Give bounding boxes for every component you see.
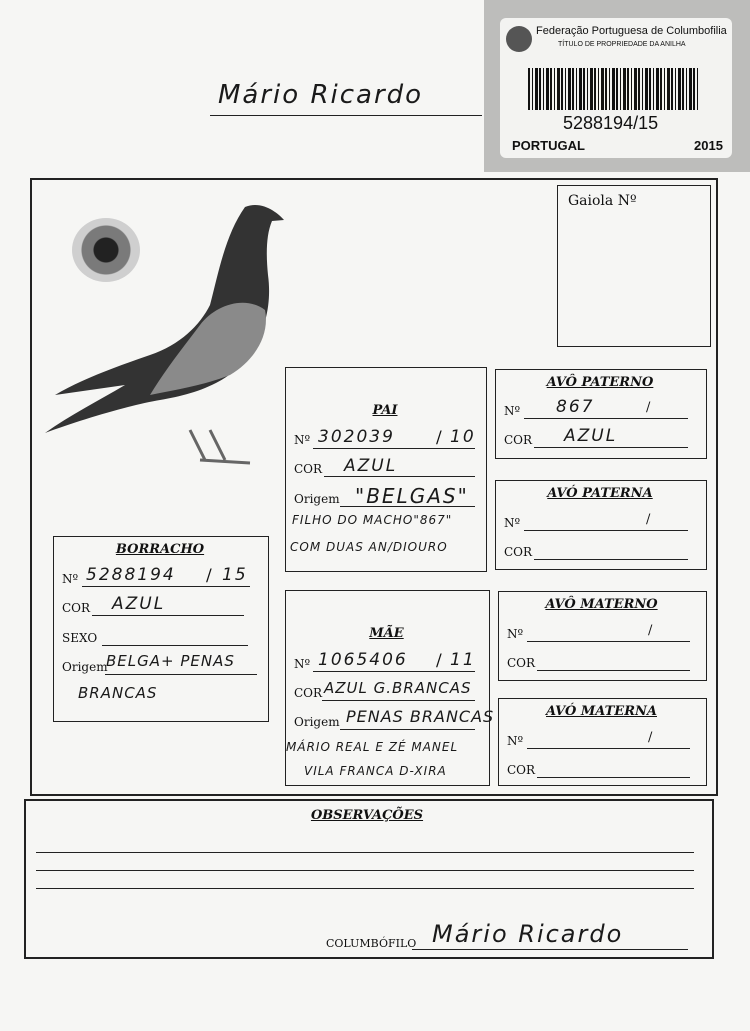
- borracho-cor-label: COR: [62, 601, 91, 615]
- mae-title: MÃE: [369, 626, 404, 641]
- mae-note-2: VILA FRANCA D-XIRA: [304, 764, 447, 778]
- borracho-number: 5288194: [86, 565, 176, 585]
- observacoes-line-1: [36, 852, 694, 853]
- avo-materna-n-label: Nº: [507, 734, 524, 748]
- avo-paterna-n-line: [524, 530, 688, 531]
- columbofilo-signature: Mário Ricardo: [432, 920, 624, 948]
- borracho-sexo-line: [102, 645, 248, 646]
- avo-paterno-n-line: [524, 418, 688, 419]
- mae-n-line: [313, 671, 475, 672]
- avo-paterno-number: 867: [556, 397, 595, 417]
- avo-paterno-title: AVÔ PATERNO: [546, 375, 654, 390]
- mae-cor-label: COR: [294, 686, 323, 700]
- avo-materno-cor-line: [537, 670, 690, 671]
- avo-materna-cor-line: [537, 777, 690, 778]
- observacoes-title: OBSERVAÇÕES: [310, 808, 424, 823]
- mae-origem-line: [340, 729, 475, 730]
- pai-n-line: [313, 448, 475, 449]
- borracho-origem-1: BELGA+ PENAS: [106, 652, 235, 670]
- avo-paterna-n-label: Nº: [504, 516, 521, 530]
- borracho-n-line: [82, 586, 250, 587]
- pai-origem-label: Origem: [294, 492, 340, 506]
- pai-origem: "BELGAS": [355, 484, 469, 508]
- federation-logo-icon: [506, 26, 532, 52]
- mae-cor: AZUL G.BRANCAS: [324, 679, 472, 697]
- ring-year: 2015: [694, 138, 723, 153]
- borracho-title: BORRACHO: [115, 542, 205, 557]
- borracho-year: 15: [222, 565, 248, 585]
- pai-cor-label: COR: [294, 462, 323, 476]
- federation-name: Federação Portuguesa de Columbofilia: [536, 25, 727, 37]
- avo-materno-sep: /: [648, 623, 653, 638]
- avo-materno-cor-label: COR: [507, 656, 536, 670]
- observacoes-line-3: [36, 888, 694, 889]
- borracho-cor-line: [92, 615, 244, 616]
- barcode: [528, 68, 698, 110]
- avo-materna-n-line: [527, 748, 690, 749]
- pai-title: PAI: [372, 403, 398, 418]
- gaiola-label: Gaiola Nº: [568, 193, 637, 209]
- borracho-sep: /: [206, 566, 212, 586]
- borracho-origem-label: Origem: [62, 660, 108, 674]
- pai-sep: /: [436, 428, 442, 448]
- mae-note-1: MÁRIO REAL E ZÉ MANEL: [286, 740, 459, 754]
- avo-paterno-cor-line: [534, 447, 688, 448]
- avo-paterna-cor-label: COR: [504, 545, 533, 559]
- gaiola-box: [557, 185, 711, 347]
- avo-materna-title: AVÓ MATERNA: [546, 704, 657, 719]
- pai-number: 302039: [318, 427, 395, 447]
- ring-card-subtitle: TÍTULO DE PROPRIEDADE DA ANILHA: [558, 41, 686, 48]
- avo-materno-n-line: [527, 641, 690, 642]
- header-signature: Mário Ricardo: [218, 80, 424, 110]
- avo-paterno-sep: /: [646, 400, 651, 415]
- mae-n-label: Nº: [294, 657, 311, 671]
- mae-year: 11: [450, 650, 476, 670]
- mae-cor-line: [322, 700, 475, 701]
- avo-paterna-title: AVÓ PATERNA: [547, 486, 653, 501]
- pai-note-1: FILHO DO MACHO"867": [292, 513, 453, 527]
- avo-paterna-cor-line: [534, 559, 688, 560]
- avo-paterna-sep: /: [646, 512, 651, 527]
- avo-materno-n-label: Nº: [507, 627, 524, 641]
- avo-paterno-cor-label: COR: [504, 433, 533, 447]
- avo-materno-title: AVÔ MATERNO: [545, 597, 658, 612]
- borracho-sexo-label: SEXO: [62, 631, 98, 645]
- columbofilo-label: COLUMBÓFILO: [326, 937, 417, 950]
- avo-materna-sep: /: [648, 730, 653, 745]
- mae-sep: /: [436, 651, 442, 671]
- ring-number: 5288194/15: [563, 113, 659, 133]
- borracho-origem-line: [105, 674, 257, 675]
- observacoes-line-2: [36, 870, 694, 871]
- avo-materna-cor-label: COR: [507, 763, 536, 777]
- mae-origem-label: Origem: [294, 715, 340, 729]
- mae-number: 1065406: [318, 650, 408, 670]
- borracho-cor: AZUL: [112, 594, 166, 614]
- borracho-origem-2: BRANCAS: [78, 684, 158, 702]
- columbofilo-line: [412, 949, 688, 950]
- pai-n-label: Nº: [294, 433, 311, 447]
- borracho-n-label: Nº: [62, 572, 79, 586]
- pai-cor-line: [324, 476, 475, 477]
- ring-country: PORTUGAL: [512, 138, 585, 153]
- header-signature-line: [210, 115, 482, 116]
- pigeon-illustration: [40, 195, 290, 470]
- pai-year: 10: [450, 427, 476, 447]
- avo-paterno-cor: AZUL: [564, 426, 618, 446]
- pai-note-2: COM DUAS AN/DIOURO: [290, 540, 448, 554]
- pai-cor: AZUL: [344, 456, 398, 476]
- avo-paterno-n-label: Nº: [504, 404, 521, 418]
- mae-origem: PENAS BRANCAS: [346, 707, 495, 726]
